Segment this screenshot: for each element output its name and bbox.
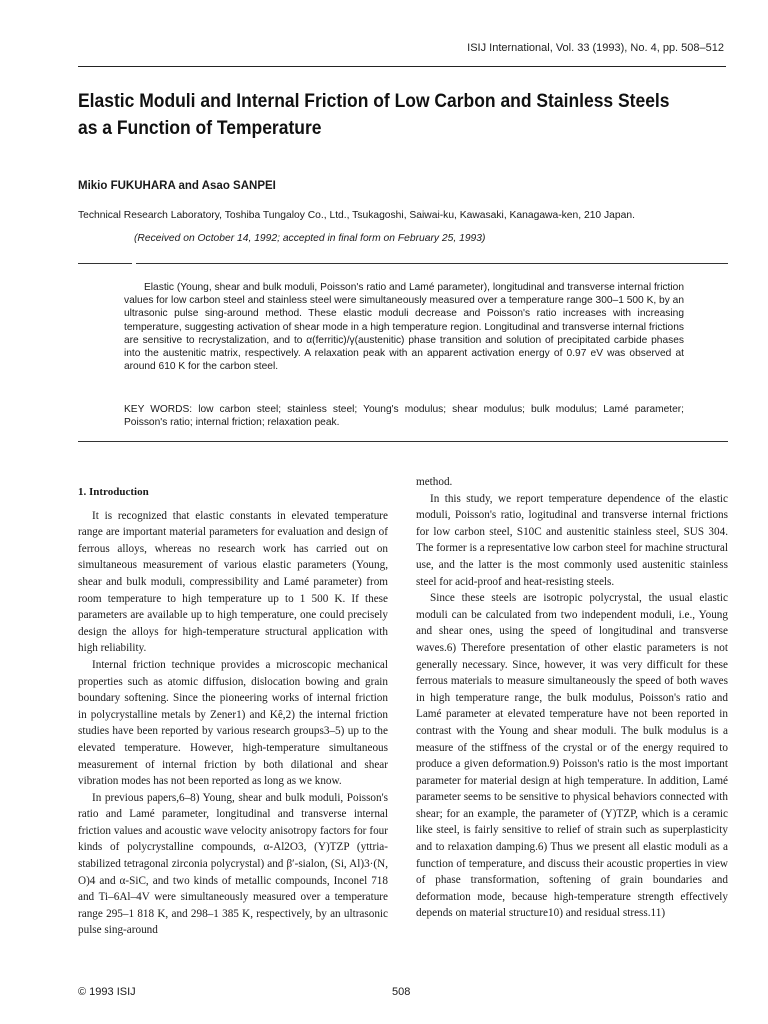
divider-short — [78, 263, 132, 264]
paragraph: In this study, we report temperature dependence of the elastic moduli, Poisson's ratio, logitudinal and transverse internal frictions for low carbon steel, S10C and austenitic stainless steel, SUS 304. The former is a representative low carbon steel for machine structural use, and the latter is the most commonly used austenitic stainless steel for acid-proof and heat-resisting steels. — [416, 492, 728, 588]
column-right — [416, 474, 728, 922]
column-left — [78, 484, 388, 939]
received-dates: (Received on October 14, 1992; accepted in final form on February 25, 1993) — [134, 233, 486, 244]
page-number: 508 — [392, 986, 411, 998]
divider-abstract-end — [78, 441, 728, 442]
abstract: Elastic (Young, shear and bulk moduli, Poisson's ratio and Lamé parameter), longitudinal and transverse internal friction values for low carbon steel and stainless steel were simultaneously measured over a temperature range 300–1 500 K, by an ultrasonic pulse sing-around method. These elastic moduli decrease and Poisson's ratio increases with increasing temperature, suggesting activation of shear mode in a high temperature region. Longitudinal and transverse internal frictions are sensitive to recrystalization, and to α(ferritic)/γ(austenitic) phase transition and solution of precipitated carbide phases into the austenitic matrix, respectively. A relaxation peak with an apparent activation energy of 0.97 eV was observed at around 610 K for the carbon steel. — [124, 282, 684, 373]
paragraph: In previous papers,6–8) Young, shear and bulk moduli, Poisson's ratio and Lamé parameter, longitudinal and transverse internal friction values and acoustic wave velocity anisotropy factors for four kinds of polycrystalline compounds, α-Al2O3, (Y)TZP (yttria-stabilized tetragonal zirconia polycrystal) and β′-sialon, (Si, Al)3·(N, O)4 and α-SiC, and two kinds of metallic compounds, Inconel 718 and Ti–6Al–4V were simultaneously measured over a temperature range 295–1 818 K, and 298–1 385 K, respectively, by an ultrasonic pulse sing-around — [78, 791, 388, 937]
paper-title: Elastic Moduli and Internal Friction of Low Carbon and Stainless Steels as a Function of Temperature — [78, 91, 670, 139]
affiliation: Technical Research Laboratory, Toshiba Tungaloy Co., Ltd., Tsukagoshi, Saiwai-ku, Kawasaki, Kanagawa-ken, 210 Japan. — [78, 210, 635, 221]
section-title-introduction: 1. Introduction — [78, 486, 149, 498]
journal-citation: ISIJ International, Vol. 33 (1993), No. 4, pp. 508–512 — [467, 42, 724, 54]
paragraph: method. — [416, 476, 453, 488]
authors: Mikio FUKUHARA and Asao SANPEI — [78, 180, 276, 192]
paragraph: It is recognized that elastic constants in elevated temperature range are important material parameters for evaluation and design of ferrous alloys, whereas no research work has carried out on simultaneous measurement of various elastic parameters (Young, shear and bulk moduli, compressibility and Lamé parameter) from room temperature to high temperature up to 1 500 K. If these parameters are available up to high temperature, one could precisely design the alloys for high-temperature structural application with high reliability. — [78, 509, 388, 655]
paragraph: Internal friction technique provides a microscopic mechanical properties such as atomic diffusion, dislocation bowing and grain boundary softening. Since the pioneering works of internal friction in polycrystalline metals by Zener1) and Kê,2) the internal friction studies have been reported by various research groups3–5) up to the elevated temperature. However, high-temperature simultaneous measurement of internal friction by both dilational and shear vibration modes has not been reported as long as we know. — [78, 658, 388, 788]
copyright: © 1993 ISIJ — [78, 986, 136, 998]
paragraph: Since these steels are isotropic polycrystal, the usual elastic moduli can be calculated from two independent moduli, i.e., Young and shear ones, using the speed of longitudinal and transverse waves.6) Therefore presentation of other elastic parameters is not generally necessary. Since, however, it was very difficult for these ferrous materials to measure simultaneously the speed of both waves in high temperature range, the bulk modulus, Poisson's ratio and Lamé parameter at elevated temperature have not been reported in contrast with the Young and shear moduli. The bulk modulus is a measure of the stiffness of the crystal or of the energy required to produce a given deformation.9) Poisson's ratio is the most important parameter for material design at high temperature. In addition, Lamé parameter seems to be sensitive to physical behaviors connected with shear; for an example, the parameter of (Y)TZP, which is a ceramic like steel, is fairly sensitive to relief of strain such as superplasticity and to relaxation damping.6) Thus we present all elastic moduli as a function of temperature, and discuss their acoustic properties in view of phase transformation, softening of grain boundaries and deformation mode, because high-temperature strength effectively depends on material structure10) and residual stress.11) — [416, 592, 728, 920]
header-rule — [78, 66, 726, 67]
divider-long — [136, 263, 728, 264]
keywords: KEY WORDS: low carbon steel; stainless steel; Young's modulus; shear modulus; bulk modulus; Lamé parameter; Poisson's ratio; internal friction; relaxation peak. — [124, 404, 684, 429]
